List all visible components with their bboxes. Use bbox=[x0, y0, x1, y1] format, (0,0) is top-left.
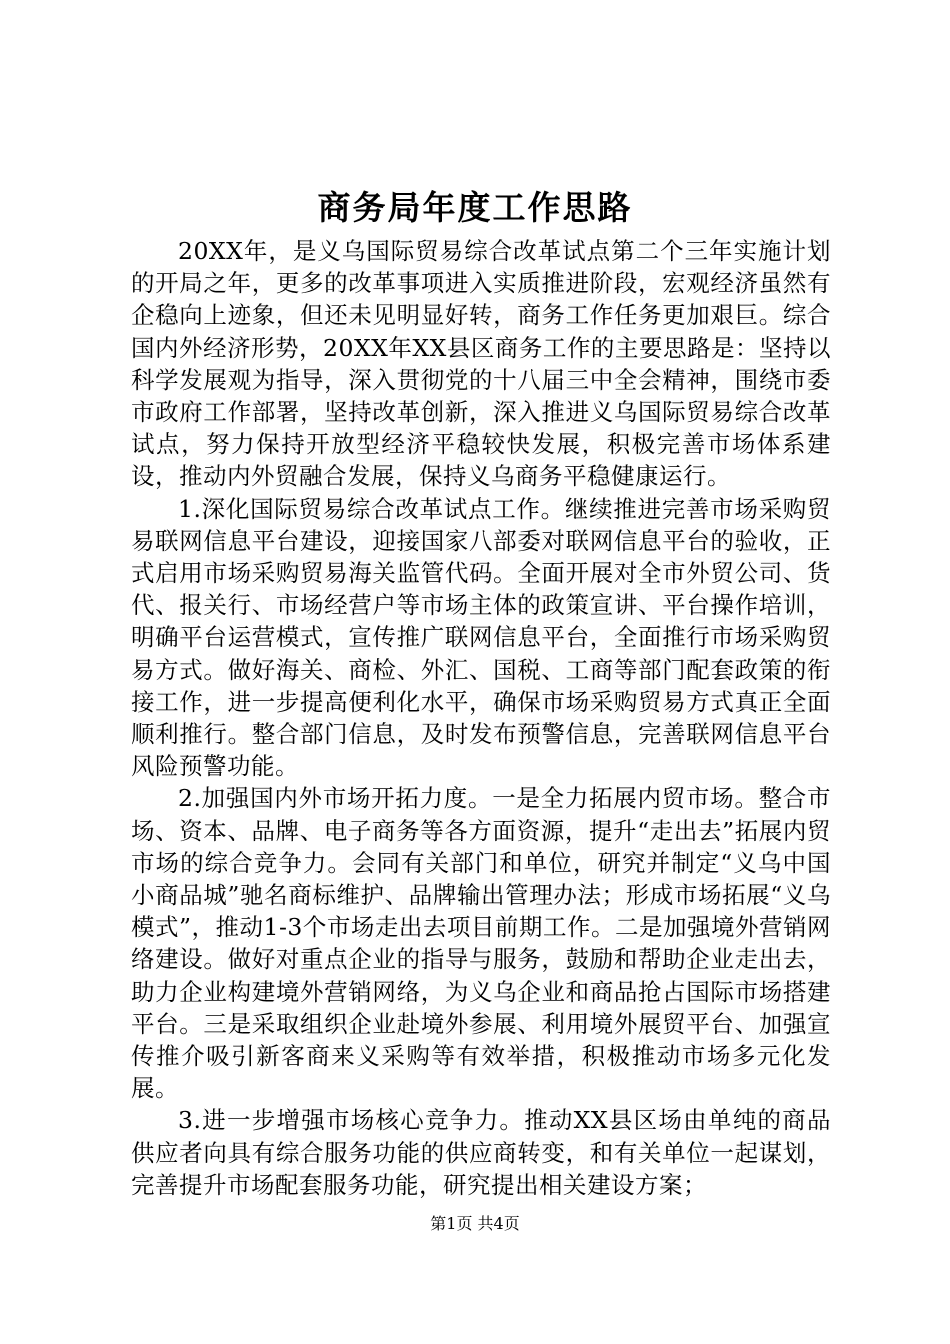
document-body bbox=[131, 235, 831, 1201]
paragraph-item-2: 2.加强国内外市场开拓力度。一是全力拓展内贸市场。整合市场、资本、品牌、电子商务等各方面资源，提升“走出去”拓展内贸市场的综合竞争力。会同有关部门和单位，研究并制定“义乌中国小商品城”驰名商标维护、品牌输出管理办法；形成市场拓展“义乌模式”，推动1-3个市场走出去项目前期工作。二是加强境外营销网络建设。做好对重点企业的指导与服务，鼓励和帮助企业走出去，助力企业构建境外营销网络，为义乌企业和商品抢占国际市场搭建平台。三是采取组织企业赴境外参展、利用境外展贸平台、加强宣传推介吸引新客商来义采购等有效举措，积极推动市场多元化发展。 bbox=[131, 784, 831, 1103]
paragraph-item-3: 3.进一步增强市场核心竞争力。推动XX县区场由单纯的商品供应者向具有综合服务功能的供应商转变，和有关单位一起谋划，完善提升市场配套服务功能，研究提出相关建设方案； bbox=[131, 1106, 831, 1199]
page-number-footer: 第1页 共4页 bbox=[430, 1214, 520, 1233]
paragraph-item-1: 1.深化国际贸易综合改革试点工作。继续推进完善市场采购贸易联网信息平台建设，迎接国家八部委对联网信息平台的验收，正式启用市场采购贸易海关监管代码。全面开展对全市外贸公司、货代、报关行、市场经营户等市场主体的政策宣讲、平台操作培训，明确平台运营模式，宣传推广联网信息平台，全面推行市场采购贸易方式。做好海关、商检、外汇、国税、工商等部门配套政策的衔接工作，进一步提高便利化水平，确保市场采购贸易方式真正全面顺利推行。整合部门信息，及时发布预警信息，完善联网信息平台风险预警功能。 bbox=[131, 494, 831, 781]
paragraph-intro: 20XX年，是义乌国际贸易综合改革试点第二个三年实施计划的开局之年，更多的改革事项进入实质推进阶段，宏观经济虽然有企稳向上迹象，但还未见明显好转，商务工作任务更加艰巨。综合国内外经济形势，20XX年XX县区商务工作的主要思路是：坚持以科学发展观为指导，深入贯彻党的十八届三中全会精神，围绕市委市政府工作部署，坚持改革创新，深入推进义乌国际贸易综合改革试点，努力保持开放型经济平稳较快发展，积极完善市场体系建设，推动内外贸融合发展，保持义乌商务平稳健康运行。 bbox=[131, 237, 831, 491]
document-title: 商务局年度工作思路 bbox=[317, 188, 633, 227]
